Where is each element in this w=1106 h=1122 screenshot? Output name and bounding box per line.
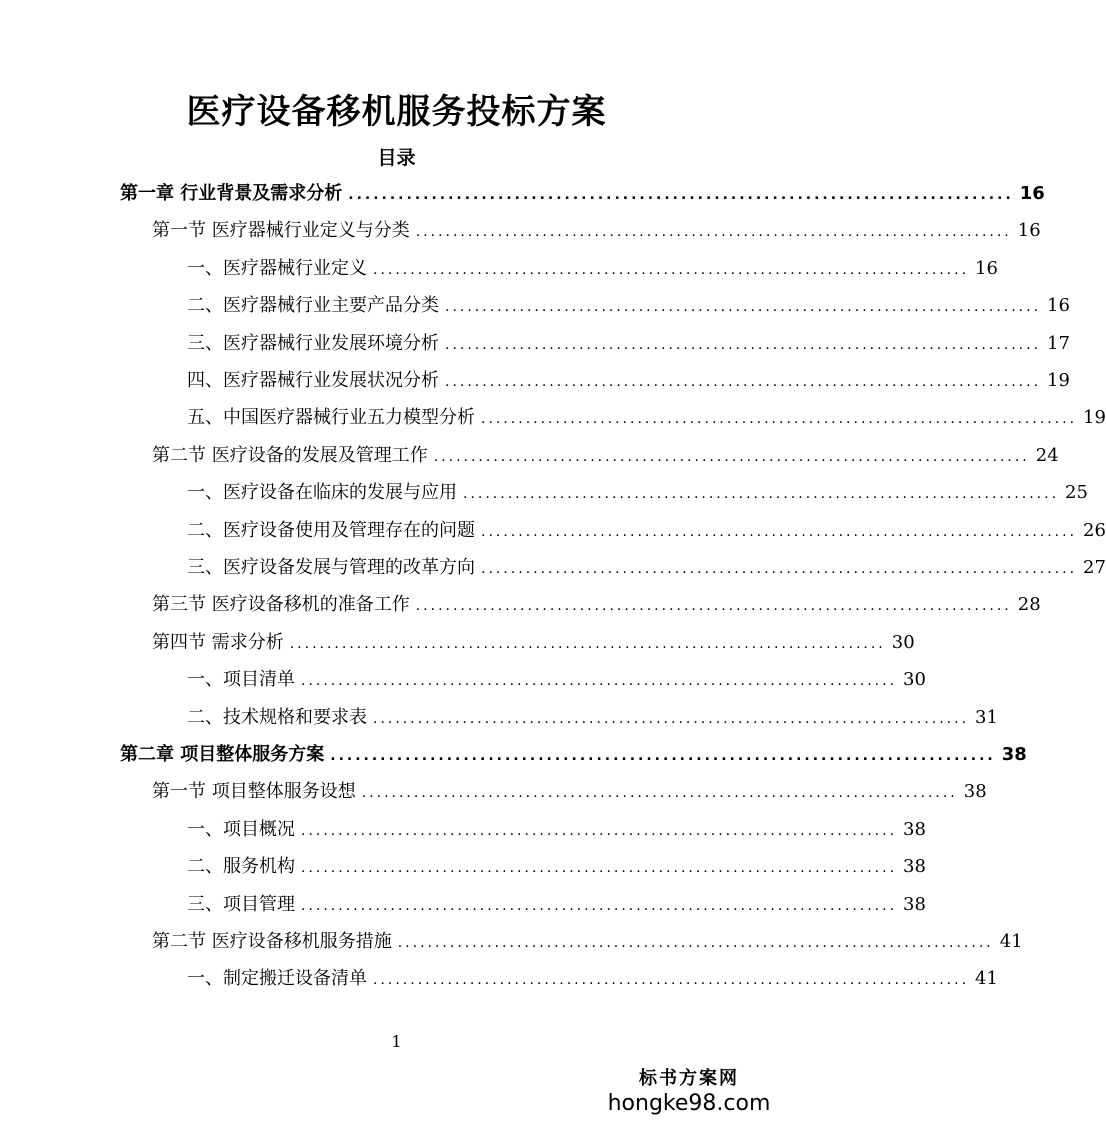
toc-dot-leader: ................................................................................ (445, 299, 1042, 316)
toc-entry-page: 41 (999, 931, 1023, 952)
toc-dot-leader: ................................................................................ (433, 448, 1030, 465)
toc-subsection-entry[interactable] (187, 404, 1106, 432)
document-title: 医疗设备移机服务投标方案 (186, 92, 607, 132)
toc-entry-label: 四、医疗器械行业发展状况分析 (187, 370, 439, 391)
toc-section-entry[interactable] (152, 629, 915, 657)
toc-entry-label: 二、医疗器械行业主要产品分类 (187, 295, 439, 317)
toc-entry-page: 19 (1047, 370, 1070, 391)
toc-heading: 目录 (377, 147, 416, 169)
toc-entry-label: 一、项目清单 (187, 669, 295, 691)
toc-chapter-entry[interactable] (120, 741, 1027, 769)
toc-entry-label: 二、医疗设备使用及管理存在的问题 (187, 519, 475, 541)
toc-entry-label: 第一章 行业背景及需求分析 (120, 183, 343, 204)
toc-entry-label: 一、项目概况 (187, 818, 295, 840)
toc-entry-page: 26 (1083, 519, 1106, 541)
toc-dot-leader: ................................................................................ (481, 523, 1078, 540)
toc-dot-leader: ................................................................................ (373, 972, 970, 989)
toc-entry-page: 30 (891, 631, 915, 653)
toc-dot-leader: ................................................................................ (301, 822, 898, 839)
toc-entry-page: 30 (903, 669, 926, 691)
toc-chapter-entry[interactable] (120, 180, 1045, 208)
toc-dot-leader: ................................................................................ (301, 673, 898, 690)
watermark-logo (599, 1068, 779, 1118)
toc-dot-leader: ................................................................................ (348, 187, 1014, 203)
watermark-site-name: 标书方案网 (639, 1068, 739, 1089)
toc-section-entry[interactable] (152, 778, 987, 806)
toc-dot-leader: ................................................................................ (373, 261, 970, 278)
toc-entry-page: 38 (903, 856, 926, 878)
toc-dot-leader: ................................................................................ (445, 374, 1042, 390)
toc-dot-leader: ................................................................................ (301, 897, 898, 914)
toc-entry-label: 第二节 医疗设备的发展及管理工作 (152, 444, 428, 466)
toc-entry-label: 第一节 医疗器械行业定义与分类 (152, 220, 410, 242)
toc-entry-label: 第二节 医疗设备移机服务措施 (152, 931, 392, 952)
toc-entry-label: 三、医疗设备发展与管理的改革方向 (187, 557, 475, 578)
toc-entry-page: 17 (1047, 332, 1070, 354)
toc-entry-label: 第二章 项目整体服务方案 (120, 744, 325, 765)
toc-entry-label: 二、技术规格和要求表 (187, 706, 367, 728)
toc-subsection-entry[interactable] (187, 965, 998, 993)
toc-dot-leader: ................................................................................ (330, 748, 996, 764)
toc-dot-leader: ................................................................................ (397, 935, 994, 951)
toc-subsection-entry[interactable] (187, 367, 1070, 395)
toc-entry-page: 24 (1035, 444, 1059, 466)
toc-entry-page: 31 (975, 706, 998, 728)
toc-entry-page: 38 (963, 781, 987, 803)
toc-entry-page: 16 (1017, 220, 1041, 242)
toc-entry-page: 41 (975, 968, 998, 990)
toc-entry-page: 25 (1065, 482, 1088, 504)
toc-entry-label: 二、服务机构 (187, 856, 295, 878)
toc-subsection-entry[interactable] (187, 479, 1088, 507)
toc-dot-leader: ................................................................................ (415, 598, 1012, 615)
toc-dot-leader: ................................................................................ (481, 411, 1078, 428)
toc-dot-leader: ................................................................................ (289, 635, 886, 652)
toc-section-entry[interactable] (152, 217, 1041, 245)
toc-dot-leader: ................................................................................ (445, 336, 1042, 353)
toc-subsection-entry[interactable] (187, 853, 926, 881)
toc-section-entry[interactable] (152, 591, 1041, 619)
toc-entry-label: 第四节 需求分析 (152, 631, 284, 653)
toc-entry-page: 38 (903, 893, 926, 915)
toc-entry-page: 16 (1047, 295, 1070, 317)
toc-entry-page: 16 (1019, 183, 1045, 204)
toc-entry-page: 27 (1083, 557, 1106, 578)
toc-dot-leader: ................................................................................ (463, 486, 1060, 503)
toc-entry-label: 一、医疗器械行业定义 (187, 257, 367, 279)
toc-dot-leader: ................................................................................ (373, 710, 970, 727)
toc-dot-leader: ................................................................................ (361, 785, 958, 802)
toc-subsection-entry[interactable] (187, 666, 926, 694)
toc-subsection-entry[interactable] (187, 330, 1070, 358)
toc-section-entry[interactable] (152, 442, 1059, 470)
toc-dot-leader: ................................................................................ (481, 561, 1078, 577)
toc-dot-leader: ................................................................................ (415, 224, 1012, 241)
toc-entry-label: 一、医疗设备在临床的发展与应用 (187, 482, 457, 504)
toc-entry-page: 16 (975, 257, 998, 279)
toc-subsection-entry[interactable] (187, 517, 1106, 545)
toc-entry-label: 五、中国医疗器械行业五力模型分析 (187, 407, 475, 429)
toc-subsection-entry[interactable] (187, 816, 926, 844)
toc-subsection-entry[interactable] (187, 891, 926, 919)
page-number: 1 (391, 1032, 402, 1051)
toc-section-entry[interactable] (152, 928, 1023, 956)
toc-subsection-entry[interactable] (187, 255, 998, 283)
toc-entry-page: 38 (903, 818, 926, 840)
toc-subsection-entry[interactable] (187, 704, 998, 732)
toc-entry-label: 一、制定搬迁设备清单 (187, 968, 367, 990)
toc-dot-leader: ................................................................................ (301, 860, 898, 877)
toc-entry-page: 28 (1017, 594, 1041, 616)
watermark-url: hongke98.com (607, 1091, 771, 1116)
toc-entry-label: 三、医疗器械行业发展环境分析 (187, 332, 439, 354)
toc-entry-label: 三、项目管理 (187, 893, 295, 915)
toc-entry-page: 38 (1001, 744, 1027, 765)
toc-entry-label: 第三节 医疗设备移机的准备工作 (152, 594, 410, 616)
toc-subsection-entry[interactable] (187, 292, 1070, 320)
toc-entry-page: 19 (1083, 407, 1106, 429)
toc-entry-label: 第一节 项目整体服务设想 (152, 781, 356, 803)
toc-subsection-entry[interactable] (187, 554, 1106, 582)
